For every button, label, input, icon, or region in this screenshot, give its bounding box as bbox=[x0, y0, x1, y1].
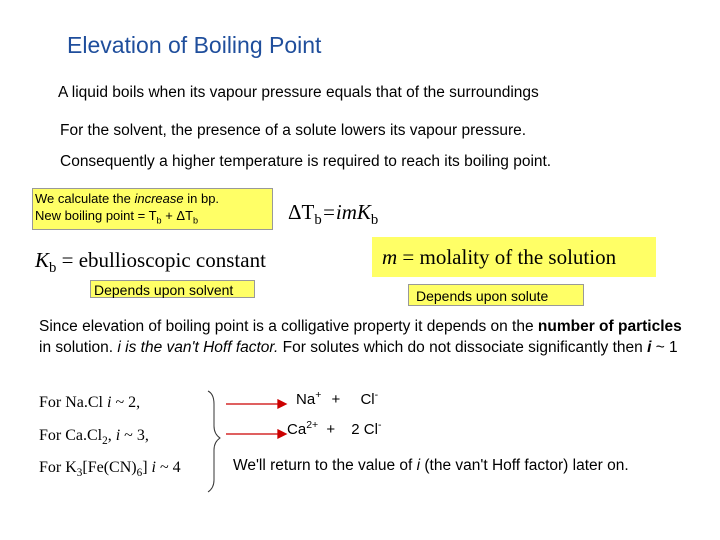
depends-solvent-label: Depends upon solvent bbox=[90, 280, 255, 298]
colligative-paragraph: Since elevation of boiling point is a colligative property it depends on the number of particles in solution. i is the van't Hoff factor. For solutes which do not dissociate significantly then i ~ 1 bbox=[39, 318, 682, 356]
depends-solute-label: Depends upon solute bbox=[408, 284, 584, 306]
example-nacl: For Na.Cl i ~ 2, bbox=[39, 394, 141, 411]
intro-line-2: For the solvent, the presence of a solute lowers its vapour pressure. bbox=[60, 122, 527, 139]
bp-elevation-formula: $\Delta T_b=imK_b$ bbox=[288, 200, 379, 229]
calc-box bbox=[32, 188, 273, 230]
calc-line-2: New boiling point = $T_b + \Delta T_b$ bbox=[35, 208, 199, 226]
closing-note: We'll return to the value of i (the van't Hoff factor) later on. bbox=[233, 457, 629, 474]
intro-line-3: Consequently a higher temperature is required to reach its boiling point. bbox=[60, 153, 552, 170]
ions-nacl: Na+ + Cl- bbox=[296, 389, 379, 408]
left-brace-icon bbox=[208, 391, 220, 492]
page-title: Elevation of Boiling Point bbox=[67, 32, 322, 58]
kb-definition: $K_b$ = ebullioscopic constant bbox=[35, 248, 266, 277]
bracket-arrows bbox=[190, 388, 290, 494]
molality-definition: m = molality of the solution bbox=[372, 237, 656, 277]
calc-line-1: We calculate the increase in bp. bbox=[35, 191, 220, 206]
intro-line-1: A liquid boils when its vapour pressure equals that of the surroundings bbox=[58, 84, 539, 101]
example-k3fecn6: For $K_3[Fe(CN)_6]$ i ~ 4 bbox=[39, 459, 181, 480]
right-arrow-icon bbox=[226, 400, 286, 438]
example-cacl2: For $Ca.Cl_2$, i ~ 3, bbox=[39, 427, 149, 448]
ions-cacl2: $Ca^{2+} + 2$ Cl- bbox=[287, 419, 382, 438]
